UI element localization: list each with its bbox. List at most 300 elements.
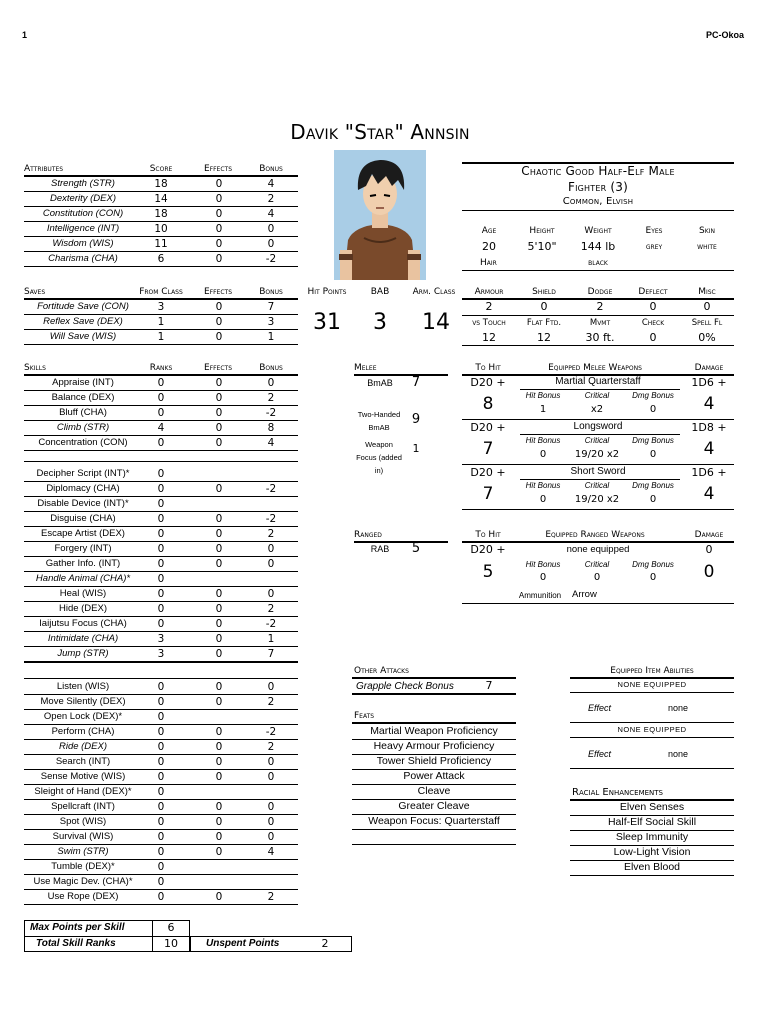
skill-name: Search (INT)	[55, 756, 111, 767]
skill-row	[24, 617, 298, 632]
ac-value-3: 0	[649, 300, 657, 313]
skill-bonus: 2	[267, 696, 275, 708]
skill-bonus: 2	[267, 741, 275, 753]
skill-ranks: 0	[157, 831, 165, 843]
skill-effects: 0	[215, 741, 223, 753]
skill-ranks: 0	[157, 801, 165, 813]
skill-effects: 0	[215, 633, 223, 645]
skill-ranks: 0	[157, 498, 165, 510]
ranged-damage-total: 0	[703, 562, 715, 582]
skill-row	[24, 421, 298, 436]
skill-name: Use Rope (DEX)	[47, 891, 119, 902]
total-ranks-label: Total Skill Ranks	[36, 938, 116, 949]
save-cls: 1	[157, 331, 165, 343]
skill-row	[24, 376, 298, 391]
skill-row	[24, 572, 298, 587]
feat-item: Heavy Armour Proficiency	[352, 740, 516, 755]
attribute-row	[24, 252, 298, 267]
skill-name: Move Silently (DEX)	[40, 696, 126, 707]
weight-label: Weight	[584, 226, 612, 236]
character-class: Fighter (3)	[568, 180, 628, 194]
ac-value-4: 0	[703, 300, 711, 313]
skill-row	[24, 845, 298, 860]
melee-weapons-header: Equipped Melee Weapons	[548, 363, 642, 373]
attribute-name: Strength (STR)	[51, 178, 115, 189]
skill-ranks: 0	[157, 771, 165, 783]
skill-name: Forgery (INT)	[54, 543, 112, 554]
grapple-label: Grapple Check Bonus	[356, 681, 454, 692]
melee-hit-bonus: 1	[539, 404, 547, 415]
skill-name: Listen (WIS)	[56, 681, 110, 692]
height-value: 5'10"	[527, 240, 557, 253]
save-row	[24, 300, 298, 315]
attribute-row	[24, 207, 298, 222]
attribute-row	[24, 237, 298, 252]
attribute-score: 10	[154, 223, 168, 235]
skill-bonus: 0	[267, 558, 275, 570]
skill-name: Gather Info. (INT)	[45, 558, 121, 569]
skill-effects: 0	[215, 891, 223, 903]
skill-bonus: 2	[267, 392, 275, 404]
melee-damage-total: 4	[703, 484, 715, 504]
melee-weapon-name: Short Sword	[570, 466, 626, 477]
skill-effects: 0	[215, 618, 223, 630]
save-row	[24, 330, 298, 345]
skill-ranks: 0	[157, 891, 165, 903]
two-handed-value: 9	[411, 412, 421, 427]
attribute-effects: 0	[215, 193, 223, 205]
ranged-critical: 0	[593, 572, 601, 583]
skill-bonus: 7	[267, 648, 275, 660]
skill-name: Perform (CHA)	[51, 726, 115, 737]
melee-damage-dice: 1D6 +	[691, 376, 727, 389]
skill-row	[24, 740, 298, 755]
skill-name: Tumble (DEX)*	[51, 861, 115, 872]
item-slot-1: NONE EQUIPPED	[617, 680, 687, 689]
skill-effects: 0	[215, 407, 223, 419]
attribute-score: 6	[157, 253, 165, 265]
attribute-bonus: 2	[267, 193, 275, 205]
attribute-score: 14	[154, 193, 168, 205]
melee-to-hit-header: To Hit	[475, 363, 501, 373]
age-label: Age	[481, 226, 497, 236]
skill-row	[24, 695, 298, 710]
saves-bonus-header: Bonus	[259, 287, 283, 297]
skill-row	[24, 785, 298, 800]
melee-hit-bonus: 0	[539, 494, 547, 505]
ranged-damage-header: Damage	[694, 530, 724, 540]
skill-effects: 0	[215, 681, 223, 693]
save-cls: 1	[157, 316, 165, 328]
melee-title: Melee	[354, 363, 377, 373]
age-value: 20	[482, 240, 496, 253]
height-label: Height	[529, 226, 555, 236]
skills-header: Skills	[24, 363, 46, 373]
feats-title: Feats	[354, 711, 375, 721]
weapon-focus-value: 1	[412, 442, 420, 455]
ammunition-value: Arrow	[572, 589, 597, 600]
attribute-effects: 0	[215, 208, 223, 220]
attribute-bonus: 0	[267, 223, 275, 235]
item-abilities-title: Equipped Item Abilities	[610, 666, 694, 676]
skill-ranks: 0	[157, 528, 165, 540]
save-name: Reflex Save (DEX)	[43, 316, 123, 327]
skill-name: Intimidate (CHA)	[47, 633, 119, 644]
skill-ranks: 4	[157, 422, 165, 434]
page-code: PC-Okoa	[705, 30, 744, 40]
skill-ranks: 0	[157, 876, 165, 888]
critical-label: Critical	[584, 481, 610, 490]
attribute-name: Wisdom (WIS)	[52, 238, 114, 249]
melee-damage-total: 4	[703, 439, 715, 459]
skill-ranks: 0	[157, 558, 165, 570]
attribute-score: 11	[154, 238, 168, 250]
melee-critical: x2	[590, 404, 604, 415]
effects-header: Effects	[203, 164, 233, 174]
skill-bonus: 2	[267, 891, 275, 903]
feat-item: Tower Shield Proficiency	[352, 755, 516, 770]
attribute-effects: 0	[215, 238, 223, 250]
skill-bonus: -2	[265, 513, 277, 525]
ac-header-0: Armour	[474, 287, 504, 297]
attribute-row	[24, 192, 298, 207]
melee-critical: 19/20 x2	[574, 449, 620, 460]
ranged-hit-bonus: 0	[539, 572, 547, 583]
skill-ranks: 0	[157, 846, 165, 858]
skill-ranks: 0	[157, 483, 165, 495]
skill-name: Spellcraft (INT)	[51, 801, 115, 812]
feat-item: Cleave	[352, 785, 516, 800]
skill-ranks: 0	[157, 407, 165, 419]
feat-item: Power Attack	[352, 770, 516, 785]
skill-bonus: 8	[267, 422, 275, 434]
rab-label: RAB	[370, 544, 390, 554]
ranged-dmg-bonus: 0	[649, 572, 657, 583]
melee-dice: D20 +	[470, 421, 506, 434]
melee-weapon-name: Longsword	[573, 421, 623, 432]
skill-name: Escape Artist (DEX)	[41, 528, 125, 539]
skill-effects: 0	[215, 528, 223, 540]
weight-value: 144 lb	[580, 240, 616, 253]
skill-effects: 0	[215, 831, 223, 843]
max-points-value: 6	[167, 921, 175, 934]
save-name: Will Save (WIS)	[49, 331, 117, 342]
save-effects: 0	[215, 331, 223, 343]
skill-ranks: 0	[157, 513, 165, 525]
portrait-image	[334, 150, 426, 280]
ac-label: Arm. Class	[412, 287, 456, 297]
skill-bonus: 0	[267, 756, 275, 768]
melee-dice: D20 +	[470, 376, 506, 389]
ranged-weapons-header: Equipped Ranged Weapons	[545, 530, 645, 540]
skill-effects: 0	[215, 392, 223, 404]
unspent-points-value: 2	[321, 937, 329, 950]
save-row	[24, 315, 298, 330]
skin-value: white	[697, 242, 717, 251]
skill-name: Disable Device (INT)*	[37, 498, 129, 509]
skill-bonus: -2	[265, 407, 277, 419]
skill-name: Hide (DEX)	[58, 603, 108, 614]
skill-effects: 0	[215, 816, 223, 828]
skill-bonus: 0	[267, 816, 275, 828]
skill-row	[24, 770, 298, 785]
skill-bonus: -2	[265, 726, 277, 738]
skill-ranks: 0	[157, 603, 165, 615]
character-portrait	[334, 150, 426, 280]
attribute-name: Dexterity (DEX)	[50, 193, 116, 204]
skill-effects: 0	[215, 588, 223, 600]
skill-row	[24, 602, 298, 617]
ac-value2-3: 0	[649, 331, 657, 344]
skill-ranks: 0	[157, 681, 165, 693]
attribute-score: 18	[154, 208, 168, 220]
skill-row	[24, 830, 298, 845]
grapple-value: 7	[485, 679, 493, 692]
melee-damage-total: 4	[703, 394, 715, 414]
skill-effects: 0	[215, 771, 223, 783]
other-attacks-title: Other Attacks	[354, 666, 409, 676]
unspent-points-label: Unspent Points	[206, 938, 280, 949]
ranged-dmg-bonus-label: Dmg Bonus	[632, 560, 674, 569]
attribute-name: Charisma (CHA)	[48, 253, 118, 264]
skill-name: Climb (STR)	[56, 422, 110, 433]
melee-dmg-bonus: 0	[649, 449, 657, 460]
hit-bonus-label: Hit Bonus	[525, 391, 561, 400]
skill-row	[24, 527, 298, 542]
skill-row	[24, 482, 298, 497]
hp-label: Hit Points	[307, 287, 347, 297]
melee-dice: D20 +	[470, 466, 506, 479]
skill-bonus: 0	[267, 543, 275, 555]
skill-name: Diplomacy (CHA)	[46, 483, 120, 494]
skill-name: Appraise (INT)	[52, 377, 114, 388]
skill-row	[24, 800, 298, 815]
skill-name: Concentration (CON)	[38, 437, 128, 448]
melee-damage-dice: 1D6 +	[691, 466, 727, 479]
critical-label: Critical	[584, 436, 610, 445]
from-class-header: From Class	[139, 287, 183, 297]
skill-bonus: -2	[265, 483, 277, 495]
hair-label: Hair	[480, 258, 497, 268]
skill-name: Open Lock (DEX)*	[43, 711, 123, 722]
melee-weapon-name: Martial Quarterstaff	[555, 376, 641, 387]
skill-name: Handle Animal (CHA)*	[35, 573, 131, 584]
ac-value2-1: 12	[537, 331, 551, 344]
hair-value: black	[588, 258, 608, 267]
skill-row	[24, 542, 298, 557]
skill-name: Disguise (CHA)	[50, 513, 116, 524]
skill-row	[24, 391, 298, 406]
melee-critical: 19/20 x2	[574, 494, 620, 505]
save-bonus: 1	[267, 331, 275, 343]
skill-row	[24, 647, 298, 662]
attribute-effects: 0	[215, 178, 223, 190]
ranged-to-hit-header: To Hit	[475, 530, 501, 540]
skill-bonus: 0	[267, 377, 275, 389]
hit-bonus-label: Hit Bonus	[525, 436, 561, 445]
skill-row	[24, 725, 298, 740]
bab-label: BAB	[370, 287, 390, 297]
skill-effects: 0	[215, 756, 223, 768]
melee-to-hit: 7	[482, 439, 494, 459]
skill-name: Iaijutsu Focus (CHA)	[39, 618, 127, 629]
critical-label: Critical	[584, 391, 610, 400]
skill-effects: 0	[215, 846, 223, 858]
effect-2-label: Effect	[588, 749, 612, 759]
skill-ranks: 0	[157, 756, 165, 768]
skill-name: Sleight of Hand (DEX)*	[34, 786, 132, 797]
racial-title: Racial Enhancements	[572, 787, 664, 798]
skill-row	[24, 632, 298, 647]
ac-header-2: Dodge	[587, 287, 613, 297]
skill-effects: 0	[215, 696, 223, 708]
effect-1-value: none	[668, 703, 689, 713]
skill-effects: 0	[215, 726, 223, 738]
skill-name: Bluff (CHA)	[59, 407, 107, 418]
skill-bonus: 1	[267, 633, 275, 645]
ac-value-1: 0	[540, 300, 548, 313]
skill-ranks: 0	[157, 588, 165, 600]
skill-row	[24, 890, 298, 905]
attribute-bonus: 4	[267, 178, 275, 190]
skill-row	[24, 860, 298, 875]
character-name: Davik "Star" Annsin	[290, 120, 470, 144]
skill-ranks: 0	[157, 392, 165, 404]
dmg-bonus-label: Dmg Bonus	[632, 436, 674, 445]
skill-name: Heal (WIS)	[59, 588, 107, 599]
skill-row	[24, 406, 298, 421]
skill-effects: 0	[215, 543, 223, 555]
skill-ranks: 0	[157, 741, 165, 753]
skill-ranks: 0	[157, 543, 165, 555]
skill-row	[24, 557, 298, 572]
skill-ranks: 0	[157, 377, 165, 389]
weapon-focus-label: Weapon Focus (added in)	[356, 440, 402, 475]
skill-name: Spot (WIS)	[59, 816, 107, 827]
skills-bonus-header: Bonus	[259, 363, 283, 373]
ac-value2-0: 12	[482, 331, 496, 344]
hp-value: 31	[313, 310, 341, 335]
attribute-score: 18	[154, 178, 168, 190]
skill-ranks: 0	[157, 786, 165, 798]
attribute-row	[24, 222, 298, 237]
melee-to-hit: 8	[482, 394, 494, 414]
ac-header-3: Deflect	[638, 287, 668, 297]
save-bonus: 3	[267, 316, 275, 328]
skill-ranks: 0	[157, 711, 165, 723]
saves-header: Saves	[24, 287, 46, 297]
score-header: Score	[149, 164, 173, 174]
skill-bonus: 0	[267, 771, 275, 783]
melee-hit-bonus: 0	[539, 449, 547, 460]
skill-effects: 0	[215, 603, 223, 615]
skill-row	[24, 710, 298, 725]
skill-row	[24, 436, 298, 451]
skill-ranks: 0	[157, 726, 165, 738]
bmab-label: BmAB	[367, 378, 393, 388]
item-slot-2: NONE EQUIPPED	[617, 725, 687, 734]
ac-header-4: Misc	[698, 287, 716, 297]
save-name: Fortitude Save (CON)	[37, 301, 129, 312]
melee-to-hit: 7	[482, 484, 494, 504]
feat-item: Martial Weapon Proficiency	[352, 725, 516, 740]
skill-effects: 0	[215, 801, 223, 813]
effect-2-value: none	[668, 749, 689, 759]
racial-item: Elven Senses	[570, 801, 734, 816]
melee-dmg-bonus: 0	[649, 494, 657, 505]
skill-effects: 0	[215, 377, 223, 389]
eyes-value: grey	[645, 242, 663, 251]
skin-label: Skin	[699, 226, 715, 236]
skills-effects-header: Effects	[203, 363, 233, 373]
ranged-to-hit: 5	[482, 562, 494, 582]
skill-name: Balance (DEX)	[51, 392, 115, 403]
skill-bonus: 4	[267, 437, 275, 449]
skill-bonus: 2	[267, 528, 275, 540]
ac-value: 14	[422, 310, 450, 335]
attribute-bonus: 4	[267, 208, 275, 220]
eyes-label: Eyes	[645, 226, 663, 236]
skill-effects: 0	[215, 558, 223, 570]
skill-name: Decipher Script (INT)*	[36, 468, 130, 479]
racial-item: Elven Blood	[570, 861, 734, 876]
feat-item: Greater Cleave	[352, 800, 516, 815]
skill-bonus: -2	[265, 618, 277, 630]
ranged-critical-label: Critical	[584, 560, 610, 569]
attribute-effects: 0	[215, 253, 223, 265]
skill-row	[24, 587, 298, 602]
skill-ranks: 3	[157, 633, 165, 645]
skill-name: Ride (DEX)	[58, 741, 108, 752]
bonus-header: Bonus	[259, 164, 283, 174]
ac-header2-2: Mvmt	[589, 318, 611, 328]
ammunition-label: Ammunition	[518, 591, 562, 600]
page-number: 1	[22, 30, 28, 40]
max-points-label: Max Points per Skill	[30, 922, 125, 933]
skill-row	[24, 680, 298, 695]
skill-bonus: 0	[267, 588, 275, 600]
save-effects: 0	[215, 301, 223, 313]
effect-1-label: Effect	[588, 703, 612, 713]
rab-value: 5	[411, 541, 421, 556]
alignment-race: Chaotic Good Half-Elf Male	[521, 164, 675, 178]
skill-bonus: 2	[267, 603, 275, 615]
skill-ranks: 0	[157, 696, 165, 708]
skill-row	[24, 815, 298, 830]
skill-ranks: 0	[157, 816, 165, 828]
skill-row	[24, 755, 298, 770]
attribute-row	[24, 177, 298, 192]
hit-bonus-label: Hit Bonus	[525, 481, 561, 490]
ac-header2-4: Spell Fl	[691, 318, 723, 328]
save-cls: 3	[157, 301, 165, 313]
skill-name: Use Magic Dev. (CHA)*	[33, 876, 133, 887]
attributes-header: Attributes	[24, 164, 64, 174]
skill-bonus: 0	[267, 681, 275, 693]
bab-value: 3	[373, 310, 387, 335]
melee-dmg-bonus: 0	[649, 404, 657, 415]
ranged-damage-top: 0	[705, 543, 713, 556]
total-ranks-value: 10	[164, 937, 178, 950]
languages: Common, Elvish	[562, 196, 634, 207]
skill-effects: 0	[215, 648, 223, 660]
ac-header-1: Shield	[532, 287, 556, 297]
ac-value2-4: 0%	[698, 331, 716, 344]
skill-name: Swim (STR)	[57, 846, 109, 857]
saves-effects-header: Effects	[203, 287, 233, 297]
skill-ranks: 3	[157, 648, 165, 660]
racial-item: Half-Elf Social Skill	[570, 816, 734, 831]
